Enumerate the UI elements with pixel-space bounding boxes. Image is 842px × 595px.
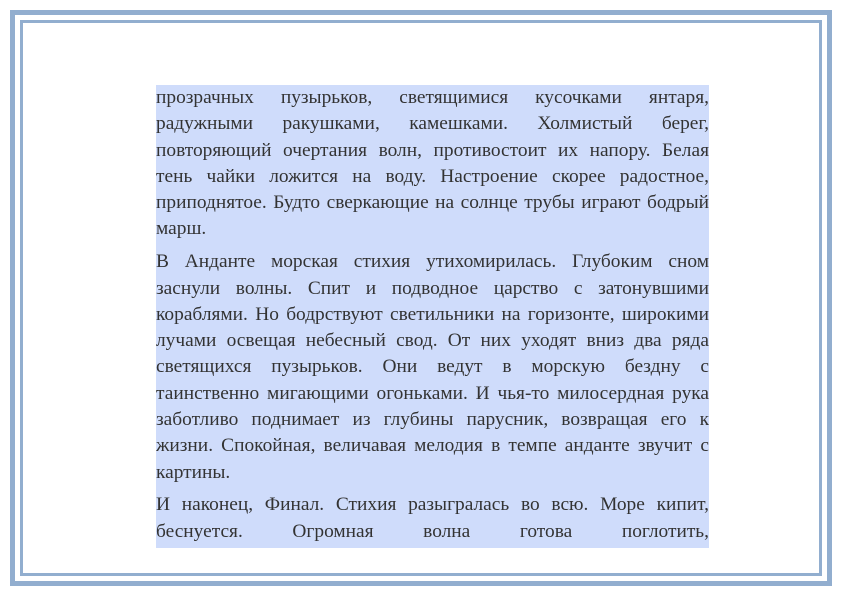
paragraph-andante: В Анданте морская стихия утихомирилась. Глубоким сном заснули волны. Спит и подводное царство с затонувшими кораблями. Но бодрствуют светильники на горизонте, широкими лучами освещая небесный свод. От них уходят вниз два ряда светящихся пузырьков. Они ведут в морскую бездну с таинственно мигающими огоньками. И чья-то милосердная рука заботливо поднимает из глубины парусник, возвращая его к жизни. Спокойная, величавая мелодия в темпе анданте звучит с картины. xyxy=(156,251,709,483)
slide-text-block xyxy=(156,85,709,548)
paragraph-allegro-ending: прозрачных пузырьков, светящимися кусочками янтаря, радужными ракушками, камешками. Холмистый берег, повторяющий очертания волн, противостоит их напору. Белая тень чайки ложится на воду. Настроение скорее радостное, приподнятое. Будто сверкающие на солнце трубы играют бодрый марш. xyxy=(156,87,709,240)
paragraph-finale-start: И наконец, Финал. Стихия разыгралась во всю. Море кипит, беснуется. Огромная волна готова поглотить, xyxy=(156,494,709,542)
